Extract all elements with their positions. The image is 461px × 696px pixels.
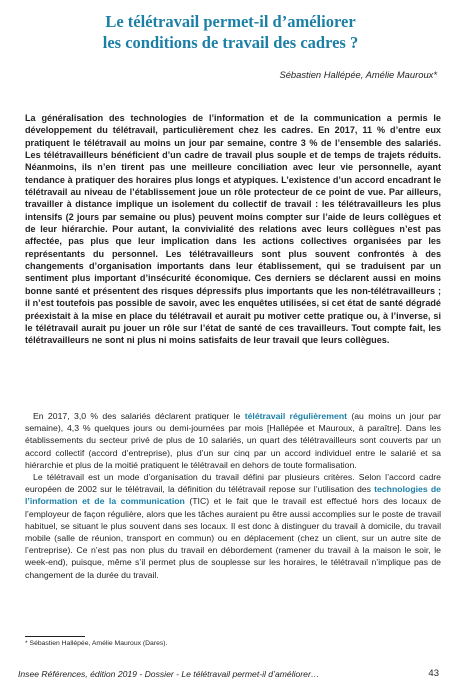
page-number: 43 xyxy=(428,668,439,679)
article-body xyxy=(25,410,441,581)
footnote: * Sébastien Hallépée, Amélie Mauroux (Dares). xyxy=(25,640,168,647)
article-title xyxy=(0,11,461,53)
article-title-line-1: Le télétravail permet-il d’améliorer xyxy=(105,12,356,31)
page-footer: Insee Références, édition 2019 - Dossier - Le télétravail permet-il d’améliorer… xyxy=(18,669,320,679)
paragraph-2 xyxy=(25,471,441,581)
definition-link-teletravail-regulier[interactable]: télétravail régulièrement xyxy=(244,411,348,421)
paragraph-2-text-b: (TIC) et le fait que le travail est effectué hors des locaux de l’employeur de façon régulière, alors que les tâches auraient pu être aussi accomplies sur le poste de travail habituel, se situant le plus souvent dans ses locaux. Il est donc à distinguer du travail à domicile, du travail mobile (salle de réunion, transport en commun) ou en déplacement (chez un client, sur un autre site de l’entreprise). Ce n’est pas non plus du travail en débordement (ramener du travail à la maison le soir, le week-end), puisque, même s’il permet plus de souplesse sur les horaires, le télétravail n’implique pas de changement de la durée du travail. xyxy=(25,496,441,580)
paragraph-1 xyxy=(25,410,441,471)
authors: Sébastien Hallépée, Amélie Mauroux* xyxy=(279,69,437,80)
footnote-divider xyxy=(25,636,85,637)
abstract: La généralisation des technologies de l’information et de la communication a permis le développement du télétravail, particulièrement chez les cadres. En 2017, 11 % d’entre eux pratiquent le télétravail au moins un jour par semaine, contre 3 % de l’ensemble des salariés. Les télétravailleurs bénéficient d’un cadre de travail plus souple et de temps de trajets réduits. Néanmoins, ils n’en tirent pas une meilleure conciliation avec leur vie personnelle, ayant tendance à pratiquer des horaires plus longs et atypiques. L’existence d’un accord encadrant le télétravail au niveau de l’établissement joue un rôle protecteur de ce point de vue. Par ailleurs, travailler à distance implique un isolement du collectif de travail : les télétravailleurs les plus intensifs (2 jours par semaine ou plus) peuvent moins compter sur l’aide de leurs collègues et de leur hiérarchie. Pour autant, la convivialité des relations avec leurs collègues n’est pas affectée, pas plus que leur implication dans les actions collectives organisées par les représentants du personnel. Les télétravailleurs sont plus souvent confrontés à des changements d’organisation importants dans leur établissement, qui se traduisent par un sentiment plus important d’insécurité économique. Ces derniers se déclarent aussi en moins bonne santé et présentent des risques dépressifs plus importants que les non-télétravailleurs ; il n’est toutefois pas possible de savoir, avec les enquêtes utilisées, si cet état de santé dégradé préexistait à la mise en place du télétravail et aurait pu motiver cette pratique ou, à l’inverse, si le télétravail aurait pu jouer un rôle sur l’état de santé de ces travailleurs. Tout compte fait, les télétravailleurs ne sont ni plus ni moins satisfaits de leur travail que leurs collègues. xyxy=(25,113,441,346)
paragraph-2-text-a: Le télétravail est un mode d’organisation du travail défini par plusieurs critères. Selon l’accord cadre européen de 2002 sur le télétravail, la définition du télétravail repose sur l’utilisation des xyxy=(25,472,441,495)
definition-link-tic[interactable]: technologies de l’information et de la communication xyxy=(25,484,441,507)
article-title-line-2: les conditions de travail des cadres ? xyxy=(102,33,359,52)
paragraph-1-text-a: En 2017, 3,0 % des salariés déclarent pratiquer le xyxy=(33,411,245,421)
paragraph-1-text-b: (au moins un jour par semaine), 4,3 % quelques jours ou demi-journées par mois [Hallépée et Mauroux, à paraître]. Dans les établissements du secteur privé de plus de 10 salariés, un quart des télétravailleurs sont couverts par un accord collectif (accord d’entreprise), plus d’un sur cinq par un accord individuel entre le salarié et sa hiérarchie et plus de la moitié pratiquent le télétravail en dehors de toute formalisation. xyxy=(25,411,441,470)
